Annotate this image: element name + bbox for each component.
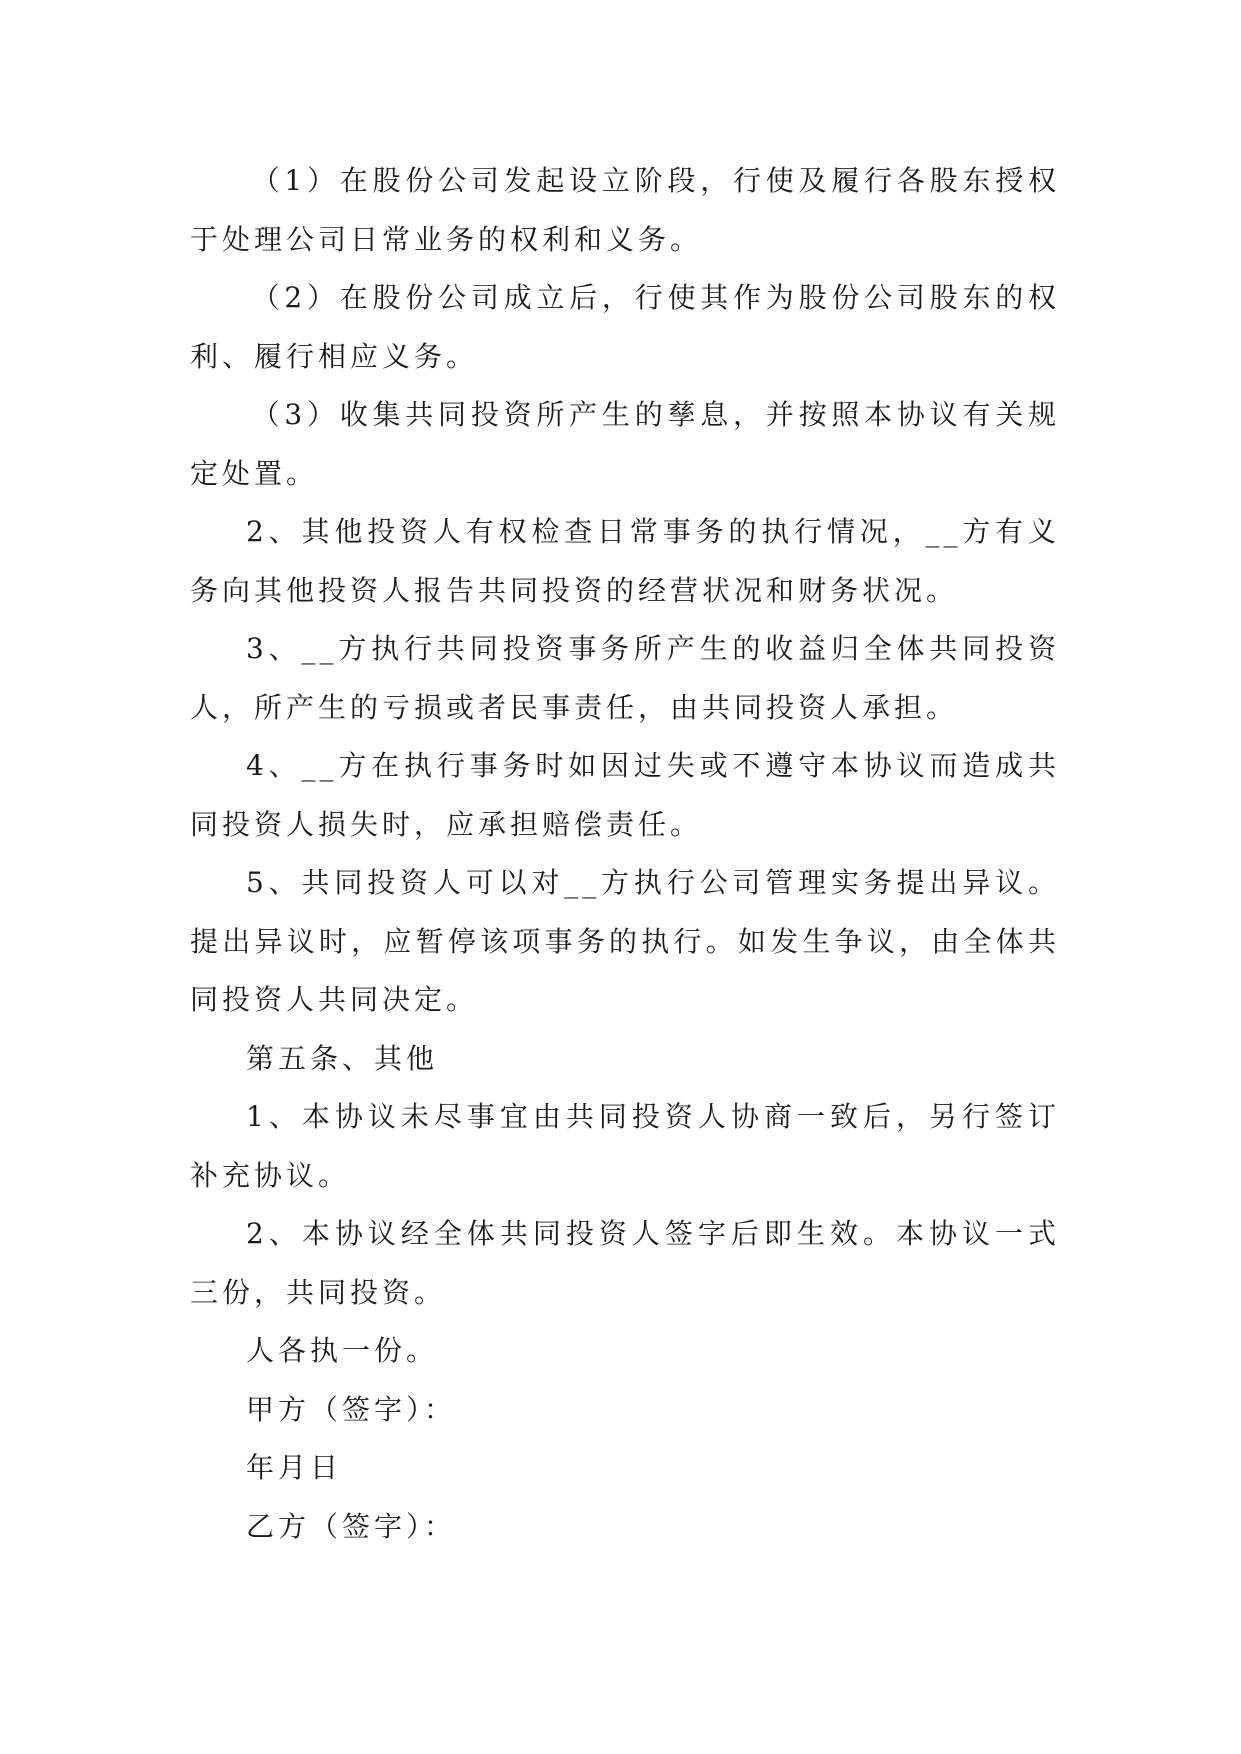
party-b-signature: 乙方（签字）：	[246, 1509, 457, 1543]
paragraph-1-2: （2）在股份公司成立后，行使其作为股份公司股东的权利、履行相应义务。	[190, 281, 1060, 373]
article-5-heading: 第五条、其他	[246, 1041, 439, 1075]
paragraph-4: 4、__方在执行事务时如因过失或不遵守本协议而造成共同投资人损失时，应承担赔偿责任。	[190, 749, 1060, 841]
paragraph-5: 5、共同投资人可以对__方执行公司管理实务提出异议。提出异议时，应暂停该项事务的执行。如发生争议，由全体共同投资人共同决定。	[190, 866, 1060, 1016]
article-5-clause-1: 1、本协议未尽事宜由共同投资人协商一致后，另行签订补充协议。	[190, 1100, 1060, 1192]
party-a-signature: 甲方（签字）：	[246, 1392, 457, 1426]
paragraph-2: 2、其他投资人有权检查日常事务的执行情况，__方有义务向其他投资人报告共同投资的经营状况和财务状况。	[190, 515, 1060, 607]
paragraph-1-1: （1）在股份公司发起设立阶段，行使及履行各股东授权于处理公司日常业务的权利和义务。	[190, 164, 1060, 256]
paragraph-3: 3、__方执行共同投资事务所产生的收益归全体共同投资人，所产生的亏损或者民事责任，由共同投资人承担。	[190, 632, 1060, 724]
article-5-clause-2: 2、本协议经全体共同投资人签字后即生效。本协议一式三份，共同投资。	[190, 1217, 1060, 1309]
copies-note: 人各执一份。	[246, 1334, 439, 1367]
paragraph-1-3: （3）收集共同投资所产生的孳息，并按照本协议有关规定处置。	[190, 398, 1060, 490]
signature-date: 年月日	[246, 1451, 343, 1484]
document-body	[190, 152, 1060, 1556]
